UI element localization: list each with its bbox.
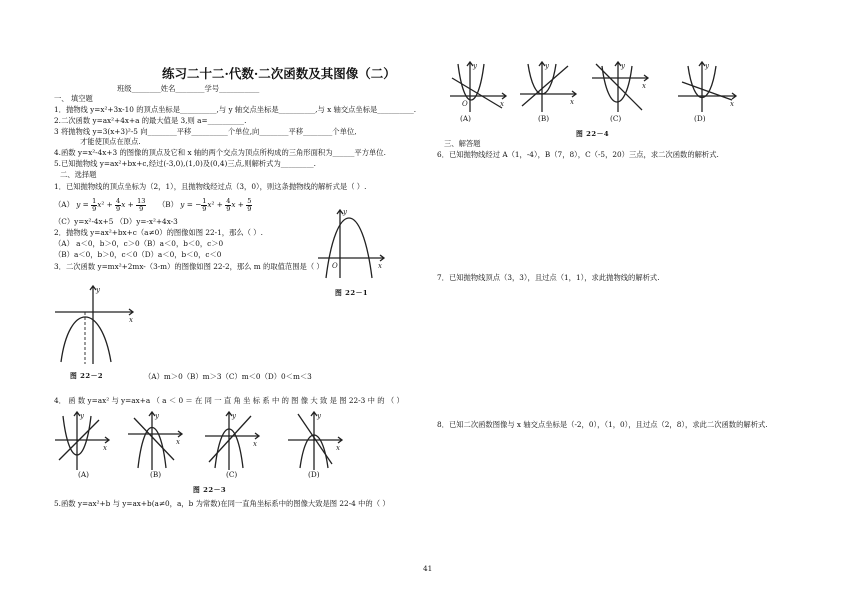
answer-question-7: 7．已知抛物线顶点（3，3），且过点（1，1），求此抛物线的解析式. [437, 273, 660, 282]
choice-question-5: 5.函数 y=ax²+b 与 y=ax+b(a≠0，a，b 为常数)在同一直角坐标系中的图像大致是图 22-4 中的（ ） [54, 499, 390, 508]
svg-text:x: x [642, 82, 646, 90]
section-choice-heading: 二、选择题 [60, 170, 97, 179]
figure-22-3-caption: 图 22－3 [193, 486, 227, 494]
answer-question-6: 6．已知抛物线经过 A（1，-4），B（7，8），C（-5，20）三点，求二次函数的解析式. [437, 150, 719, 159]
section-fill-heading: 一、 填空题 [54, 94, 93, 103]
svg-text:y: y [96, 286, 100, 294]
svg-text:x: x [176, 438, 180, 446]
svg-text:x: x [730, 100, 734, 108]
fill-question-1: 1．抛物线 y=x²+3x-10 的顶点坐标是__________,与 y 轴交点坐标是__________,与 x 轴交点坐标是__________. [54, 105, 417, 114]
choice-question-4: 4． 函 数 y=ax² 与 y=ax+a （ a ＜ 0 ＝ 在 同 一 直 角 坐 标 系 中 的 图 像 大 致 是 图 22-3 中 的 （ ） [54, 396, 404, 405]
svg-text:y: y [705, 62, 709, 70]
figure-22-4-label-b: (B) [538, 114, 550, 123]
figure-22-1 [318, 202, 388, 280]
figure-22-3-b [128, 410, 186, 472]
figure-22-4-label-d: (D) [694, 114, 706, 123]
figure-22-3-c [205, 410, 263, 472]
svg-text:y: y [155, 412, 159, 420]
figure-22-4-b [520, 60, 580, 114]
svg-text:x: x [103, 444, 107, 452]
q2-options-line-2: （B）a＜0，b＞0，c＜0（D）a＜0，b＜0，c＜0 [54, 250, 222, 259]
svg-text:x: x [129, 316, 133, 324]
figure-22-3-a [55, 410, 113, 472]
figure-22-3-label-a: (A) [78, 470, 89, 479]
answer-question-8: 8．已知二次函数图像与 x 轴交点坐标是（-2，0），（1，0），且过点（2，8），求此二次函数的解析式. [437, 420, 768, 429]
svg-text:x: x [336, 444, 340, 452]
choice-question-1: 1．已知抛物线的顶点坐标为（2，1），且抛物线经过点（3，0），则这条抛物线的解析式是（ ）. [54, 182, 367, 191]
figure-22-2-caption: 图 22－2 [70, 372, 104, 380]
svg-text:y: y [545, 62, 549, 70]
fill-question-2: 2.二次函数 y=ax²+4x+a 的最大值是 3,则 a=__________. [54, 116, 247, 125]
figure-22-3-label-d: (D) [308, 470, 320, 479]
svg-text:x: x [378, 262, 382, 270]
info-line: 班级________姓名________学号___________ [117, 84, 260, 93]
page-title: 练习二十二·代数·二次函数及其图像（二） [162, 66, 396, 81]
svg-text:y: y [80, 412, 84, 420]
fill-question-4: 4.函数 y=x²-4x+3 的图像的顶点及它和 x 轴的两个交点为顶点所构成的三角形面积为______平方单位. [54, 148, 386, 157]
section-answer-heading: 三、解答题 [444, 139, 481, 148]
figure-22-1-caption: 图 22－1 [335, 289, 369, 297]
fill-question-3-cont: 才能使顶点在原点. [80, 137, 141, 146]
svg-text:y: y [473, 62, 477, 70]
figure-22-3-label-c: (C) [226, 470, 238, 479]
fill-question-5: 5.已知抛物线 y=ax²+bx+c,经过(-3,0),(1,0)及(0,4)三点,则解析式为_________. [54, 159, 316, 168]
figure-22-3-d [288, 410, 346, 472]
figure-22-4-a [450, 60, 510, 114]
q3-options: （A）m＞0（B）m＞3（C）m＜0（D）0＜m＜3 [144, 372, 312, 381]
figure-22-4-label-c: (C) [610, 114, 622, 123]
choice-question-3: 3．二次函数 y=mx²+2mx-（3-m）的图像如图 22-2，那么 m 的取值范围是（ ） [54, 262, 324, 271]
fill-question-3: 3 将抛物线 y=3(x+3)²-5 向________平移__________个单位,向________平移________个单位, [54, 127, 357, 136]
choice-question-2: 2．抛物线 y=ax²+bx+c（a≠0）的图像如图 22-1，那么（ ）. [54, 228, 263, 237]
figure-22-3-label-b: (B) [150, 470, 162, 479]
svg-text:y: y [317, 412, 321, 420]
figure-22-4-label-a: (A) [460, 114, 471, 123]
svg-text:y: y [232, 412, 236, 420]
figure-22-4-d [678, 60, 740, 114]
q1-option-a-b: （A） y = $\frac{1}{9}$ x² + $\frac{4}{9}$ x + $\frac{13}{9}$ （B） y = − $\frac{1}{9}$ x² + $\frac{4}{9}$ x + $\frac{5}{9}$ [54, 196, 252, 213]
svg-text:O: O [462, 100, 468, 108]
q1-option-c-d: （C）y=x²-4x+5 （D）y=-x²+4x-3 [54, 217, 178, 226]
svg-text:y: y [343, 208, 347, 216]
q2-options-line-1: （A） a＜0，b＞0，c＞0（B）a＜0，b＜0，c＞0 [54, 239, 224, 248]
svg-text:y: y [621, 62, 625, 70]
svg-text:x: x [253, 440, 257, 448]
svg-text:x: x [500, 100, 504, 108]
figure-22-4-caption: 图 22－4 [576, 130, 610, 138]
svg-text:x: x [570, 98, 574, 106]
figure-22-2 [55, 282, 145, 367]
svg-text:O: O [332, 262, 338, 270]
page-number: 41 [423, 564, 433, 573]
figure-22-4-c [592, 60, 652, 114]
